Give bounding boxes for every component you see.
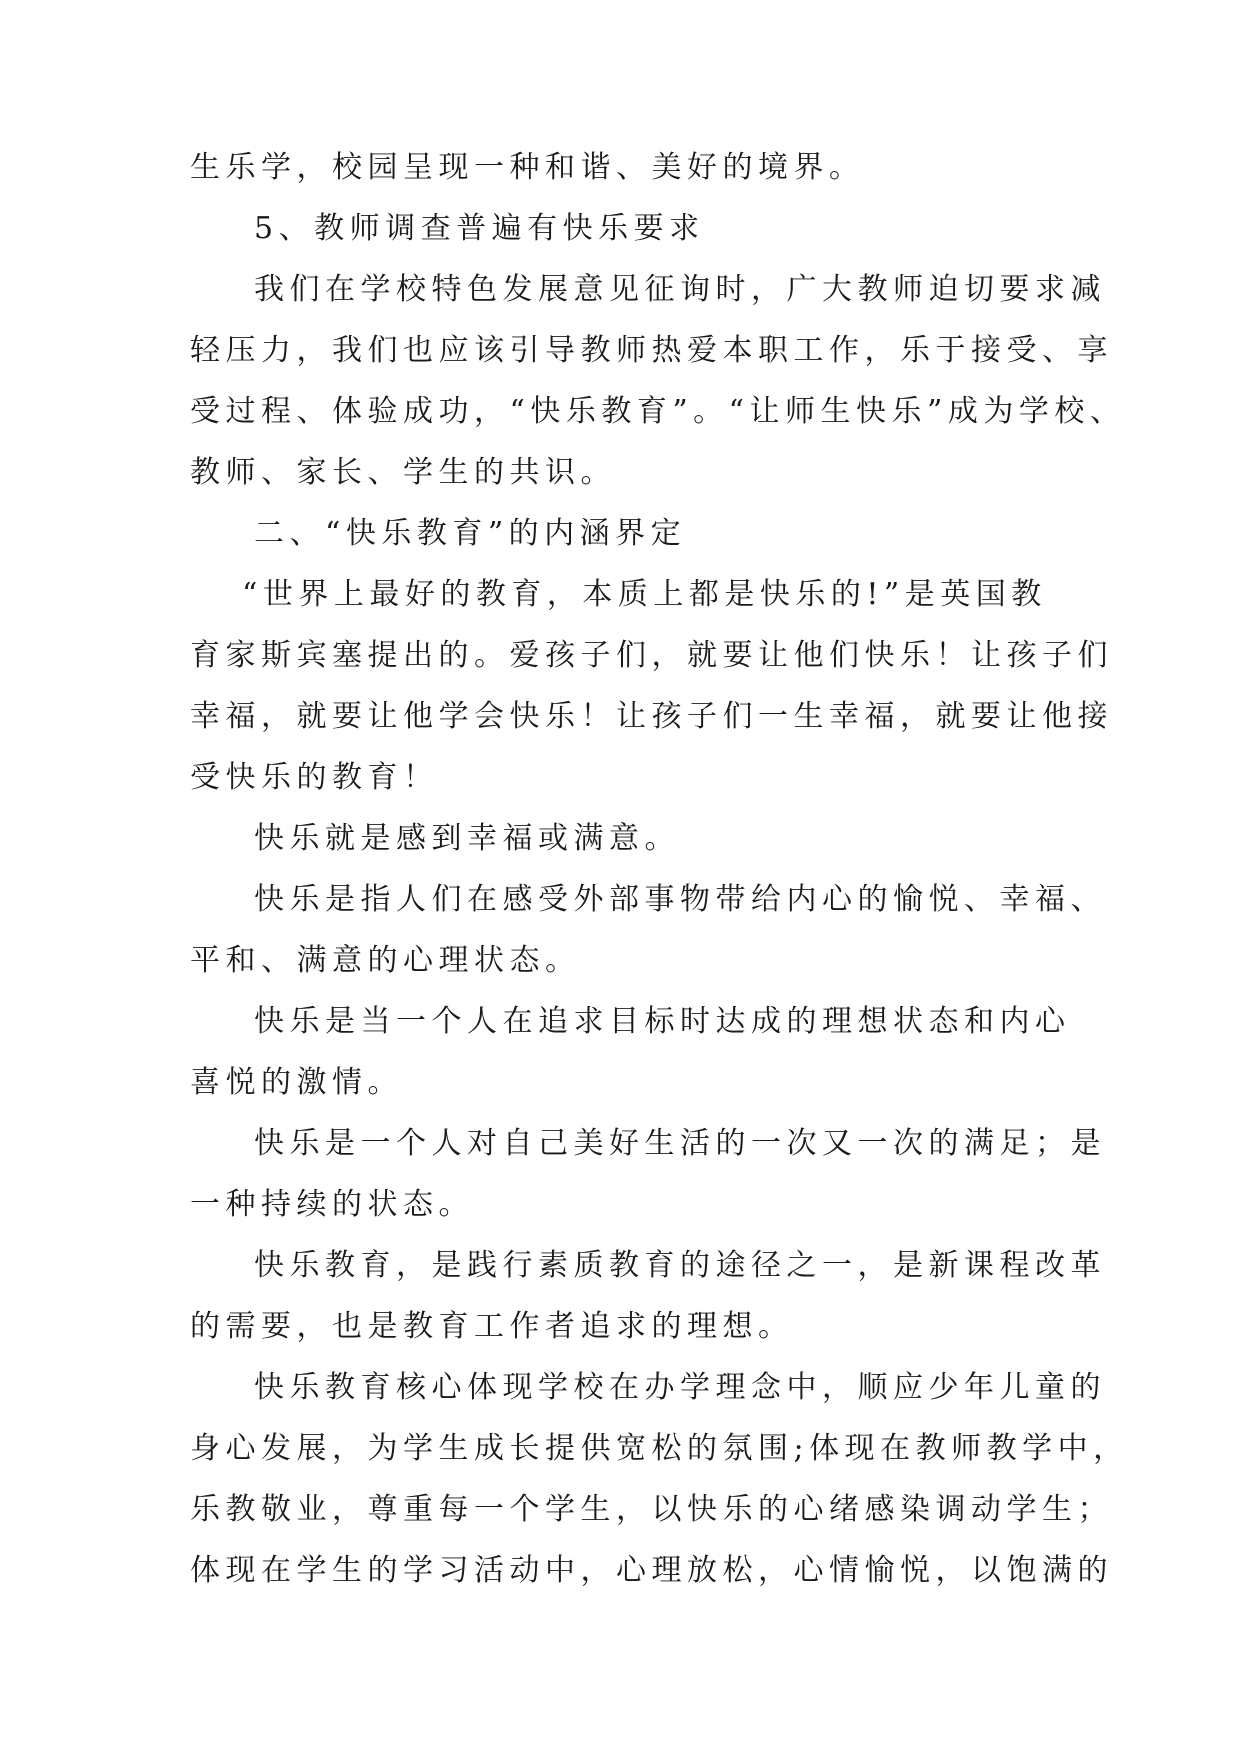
text-line: 我们在学校特色发展意见征询时，广大教师迫切要求减 <box>254 272 1106 307</box>
text-line: 快乐是指人们在感受外部事物带给内心的愉悦、幸福、 <box>254 882 1106 917</box>
text-line: 一种持续的状态。 <box>190 1187 474 1222</box>
text-line: 生乐学，校园呈现一种和谐、美好的境界。 <box>190 150 865 185</box>
text-line: 身心发展，为学生成长提供宽松的氛围;体现在教师教学中， <box>190 1431 1129 1466</box>
text-line: “世界上最好的教育，本质上都是快乐的!”是英国教 <box>242 577 1047 612</box>
text-line: 快乐教育，是践行素质教育的途径之一，是新课程改革 <box>254 1248 1106 1283</box>
text-line: 轻压力，我们也应该引导教师热爱本职工作，乐于接受、享 <box>190 333 1113 368</box>
text-line: 的需要，也是教育工作者追求的理想。 <box>190 1309 794 1344</box>
text-line: 乐教敬业，尊重每一个学生，以快乐的心绪感染调动学生； <box>190 1492 1113 1527</box>
text-line: 体现在学生的学习活动中，心理放松，心情愉悦，以饱满的 <box>190 1553 1113 1588</box>
text-line: 快乐教育核心体现学校在办学理念中，顺应少年儿童的 <box>254 1370 1106 1405</box>
text-line: 幸福，就要让他学会快乐！让孩子们一生幸福，就要让他接 <box>190 699 1113 734</box>
section-heading: 二、“快乐教育”的内涵界定 <box>254 516 687 551</box>
text-line: 受过程、体验成功，“快乐教育”。“让师生快乐”成为学校、 <box>190 394 1126 429</box>
text-line: 快乐就是感到幸福或满意。 <box>254 821 680 856</box>
text-line: 受快乐的教育！ <box>190 760 439 795</box>
text-line: 快乐是当一个人在追求目标时达成的理想状态和内心 <box>254 1004 1071 1039</box>
text-line: 教师、家长、学生的共识。 <box>190 455 616 490</box>
text-line: 育家斯宾塞提出的。爱孩子们，就要让他们快乐！让孩子们 <box>190 638 1113 673</box>
text-line: 喜悦的激情。 <box>190 1065 403 1100</box>
text-line: 快乐是一个人对自己美好生活的一次又一次的满足；是 <box>254 1126 1106 1161</box>
section-subheading: 5、教师调查普遍有快乐要求 <box>254 211 705 246</box>
text-line: 平和、满意的心理状态。 <box>190 943 581 978</box>
